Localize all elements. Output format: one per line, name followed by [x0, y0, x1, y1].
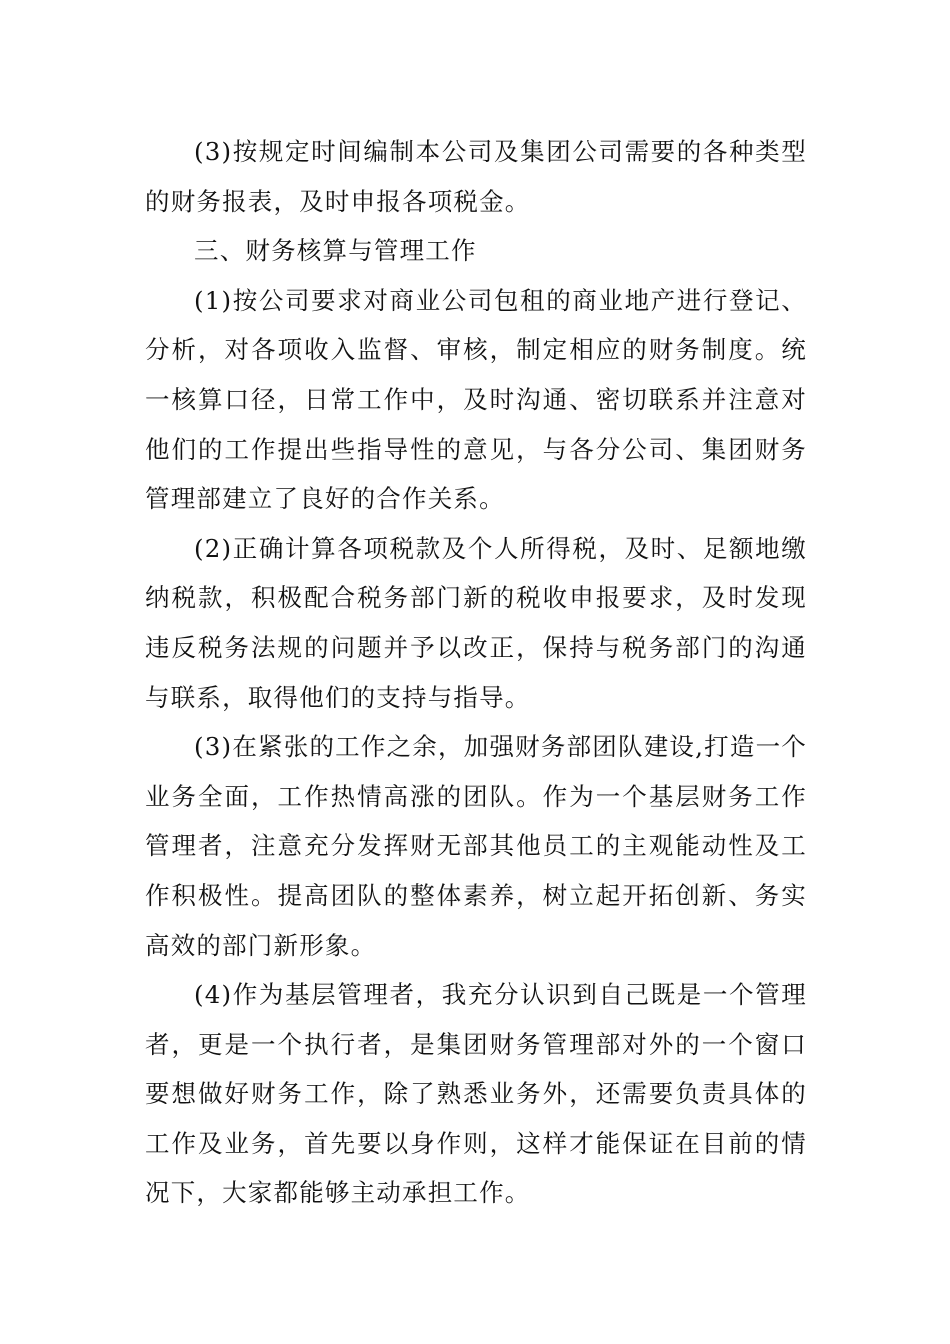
section-heading: 三、财务核算与管理工作	[194, 236, 477, 266]
paragraph-accounting-management: (1)按公司要求对商业公司包租的商业地产进行登记、分析，对各项收入监督、审核，制定相应的财务制度。统一核算口径，日常工作中，及时沟通、密切联系并注意对他们的工作提出些指导性的意见，与各分公司、集团财务管理部建立了良好的合作关系。	[145, 285, 807, 514]
paragraph-team-building: (3)在紧张的工作之余，加强财务部团队建设,打造一个业务全面，工作热情高涨的团队。作为一个基层财务工作管理者，注意充分发挥财无部其他员工的主观能动性及工作积极性。提高团队的整体素养，树立起开拓创新、务实高效的部门新形象。	[145, 732, 807, 960]
paragraph-tax-payment: (2)正确计算各项税款及个人所得税，及时、足额地缴纳税款，积极配合税务部门新的税收申报要求，及时发现违反税务法规的问题并予以改正，保持与税务部门的沟通与联系，取得他们的支持与指导。	[145, 533, 807, 712]
paragraph-manager-role: (4)作为基层管理者，我充分认识到自己既是一个管理者，更是一个执行者，是集团财务管理部对外的一个窗口要想做好财务工作，除了熟悉业务外，还需要负责具体的工作及业务，首先要以身作则，这样才能保证在目前的情况下，大家都能够主动承担工作。	[145, 980, 807, 1208]
paragraph-report-filing: (3)按规定时间编制本公司及集团公司需要的各种类型的财务报表，及时申报各项税金。	[145, 137, 807, 216]
document-body	[145, 127, 807, 1218]
